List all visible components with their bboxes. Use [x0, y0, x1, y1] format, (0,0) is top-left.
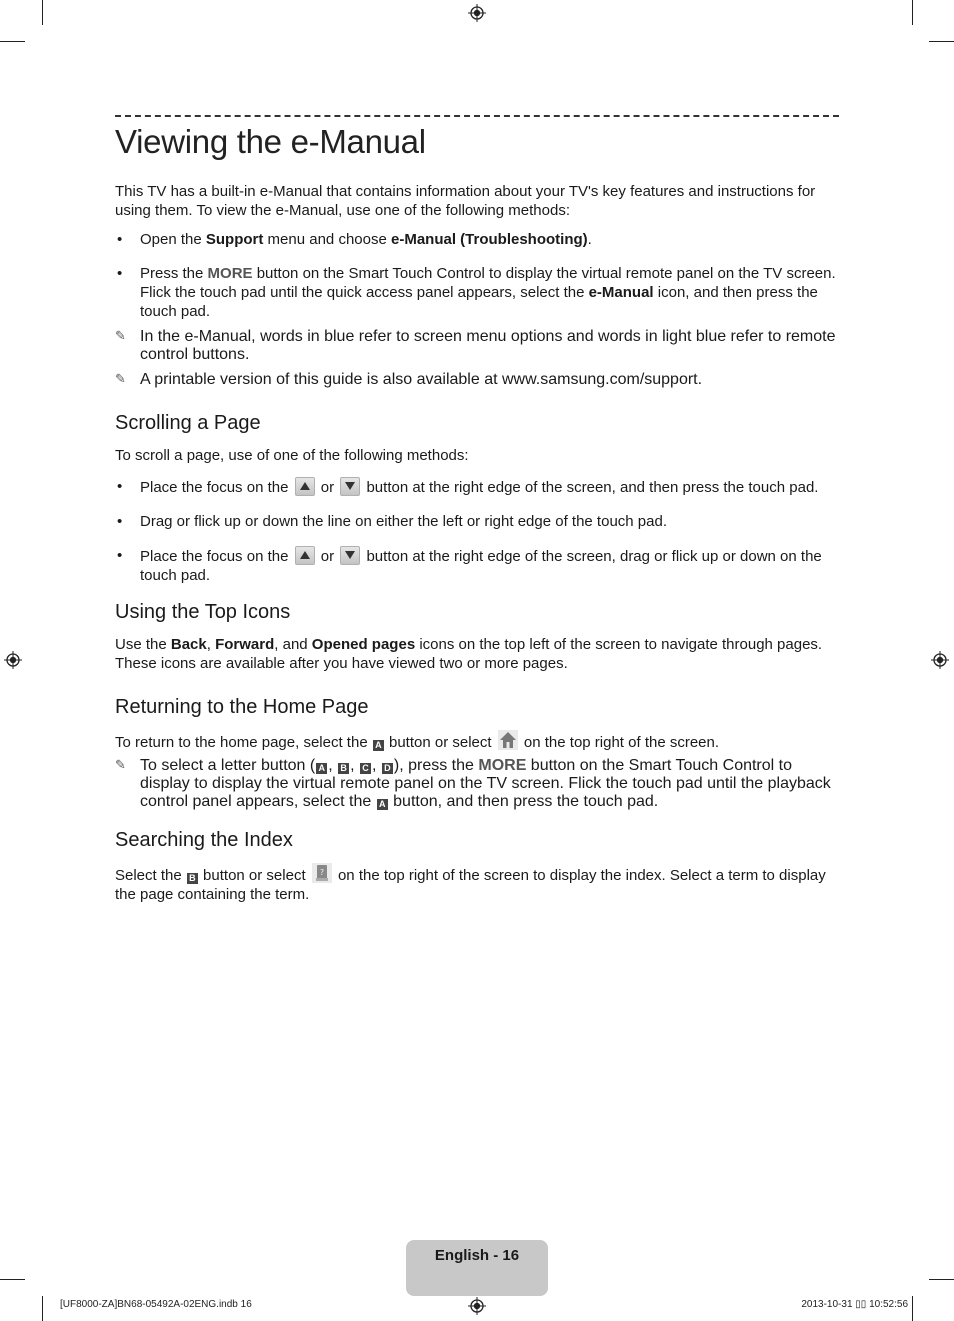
text: on the top right of the screen. [519, 734, 720, 751]
text: Press the [140, 265, 208, 282]
note-text: A printable version of this guide is also available at www.samsung.com/support. [140, 371, 703, 388]
text: ), press the [393, 757, 479, 774]
section-index [115, 828, 840, 904]
section-paragraph [115, 730, 840, 752]
crop-mark [42, 1296, 43, 1321]
text: menu and choose [263, 231, 391, 248]
crop-mark [0, 1279, 25, 1280]
list-item: • Drag or flick up or down the line on either the left or right edge of the touch pad. [115, 512, 840, 531]
crop-mark [912, 1296, 913, 1321]
section-home [115, 695, 840, 811]
section-top-icons [115, 600, 840, 673]
text: Open the [140, 231, 206, 248]
section-heading: Searching the Index [115, 829, 293, 851]
a-key-icon: A [377, 799, 388, 810]
a-key-icon: A [316, 763, 327, 774]
text: To return to the home page, select the [115, 734, 372, 751]
notes [115, 328, 840, 389]
note-text: In the e-Manual, words in blue refer to screen menu options and words in light blue refer to remote control buttons. [140, 328, 836, 363]
crop-mark [912, 0, 913, 25]
page-number-tab [406, 1240, 548, 1296]
crop-mark [0, 41, 25, 42]
page-title: Viewing the e-Manual [115, 123, 426, 160]
note [115, 328, 840, 364]
text: icon, and then press the touch pad. [140, 284, 818, 320]
question-glyph: ? [319, 868, 324, 877]
text: or [316, 479, 339, 496]
note [115, 757, 840, 811]
menu-term: Back [170, 636, 207, 653]
text: button or select [198, 867, 310, 884]
remote-button-term: MORE [478, 757, 527, 774]
registration-mark-icon [4, 651, 22, 669]
up-arrow-button-icon [295, 477, 315, 496]
text: Place the focus on the [140, 548, 293, 565]
b-key-icon: B [187, 873, 198, 884]
page-content [115, 120, 840, 904]
title-rule [115, 115, 839, 117]
down-arrow-button-icon [340, 546, 360, 565]
registration-mark-icon [468, 1297, 486, 1315]
print-slug-left: [UF8000-ZA]BN68-05492A-02ENG.indb 16 [60, 1299, 252, 1310]
menu-term: Support [205, 231, 264, 248]
section-heading: Scrolling a Page [115, 412, 261, 434]
list-item [115, 264, 840, 321]
text: button at the right edge of the screen, and then press the touch pad. [362, 479, 819, 496]
a-key-icon: A [373, 740, 384, 751]
pencil-note-icon: ✎ [115, 328, 126, 343]
index-icon [312, 863, 332, 883]
remote-button-term: MORE [207, 265, 253, 282]
text: button or select [384, 734, 496, 751]
note [115, 371, 840, 389]
text: , [350, 757, 359, 774]
up-arrow-button-icon [295, 546, 315, 565]
crop-mark [929, 41, 954, 42]
scroll-methods-list [115, 477, 840, 585]
text: Place the focus on the [140, 479, 293, 496]
section-heading: Using the Top Icons [115, 601, 291, 623]
registration-mark-icon [931, 651, 949, 669]
text: button on the Smart Touch Control to display to display the virtual remote panel on the TV screen. Flick the touch pad until the playback control panel appears, select the [140, 757, 831, 810]
menu-term: Opened pages [311, 636, 416, 653]
text: , [371, 757, 381, 774]
crop-mark [929, 1279, 954, 1280]
section-lead: To scroll a page, use of one of the following methods: [115, 447, 469, 464]
pencil-note-icon: ✎ [115, 371, 126, 386]
list-item [115, 230, 840, 249]
text: , and [274, 636, 312, 653]
section-heading: Returning to the Home Page [115, 696, 369, 718]
section-scrolling [115, 411, 840, 585]
menu-term: Forward [215, 636, 275, 653]
menu-term: e-Manual [588, 284, 654, 301]
text: . [587, 231, 592, 248]
b-key-icon: B [338, 763, 349, 774]
text: Select the [115, 867, 186, 884]
text: or [316, 548, 339, 565]
text: on the top right of the screen to display the index. Select a term to display the page containing the term. [115, 867, 826, 903]
text: To select a letter button ( [140, 757, 316, 774]
print-slug-right: 2013-10-31 ▯▯ 10:52:56 [801, 1299, 908, 1310]
list-item [115, 546, 840, 585]
down-arrow-button-icon [340, 477, 360, 496]
list-item [115, 477, 840, 497]
page-number: English - 16 [434, 1247, 520, 1264]
text: , [206, 636, 216, 653]
crop-mark [42, 0, 43, 25]
home-icon [498, 730, 518, 750]
text: Use the [115, 636, 171, 653]
pencil-note-icon: ✎ [115, 757, 126, 772]
section-paragraph [115, 635, 840, 673]
text: icons on the top left of the screen to navigate through pages. These icons are available after you have viewed two or more pages. [115, 636, 823, 672]
text: button on the Smart Touch Control to display the virtual remote panel on the TV screen. Flick the touch pad until the quick access panel appears, select the [140, 265, 836, 301]
intro-paragraph: This TV has a built-in e-Manual that contains information about your TV's key features and instructions for using them. To view the e-Manual, use one of the following methods: [115, 183, 816, 219]
text: , [328, 757, 338, 774]
d-key-icon: D [382, 763, 393, 774]
c-key-icon: C [360, 763, 371, 774]
methods-list [115, 230, 840, 321]
text: button at the right edge of the screen, drag or flick up or down on the touch pad. [140, 548, 822, 584]
text: button, and then press the touch pad. [388, 793, 659, 810]
section-paragraph [115, 863, 840, 904]
menu-term: e-Manual (Troubleshooting) [390, 231, 588, 248]
registration-mark-icon [468, 4, 486, 22]
